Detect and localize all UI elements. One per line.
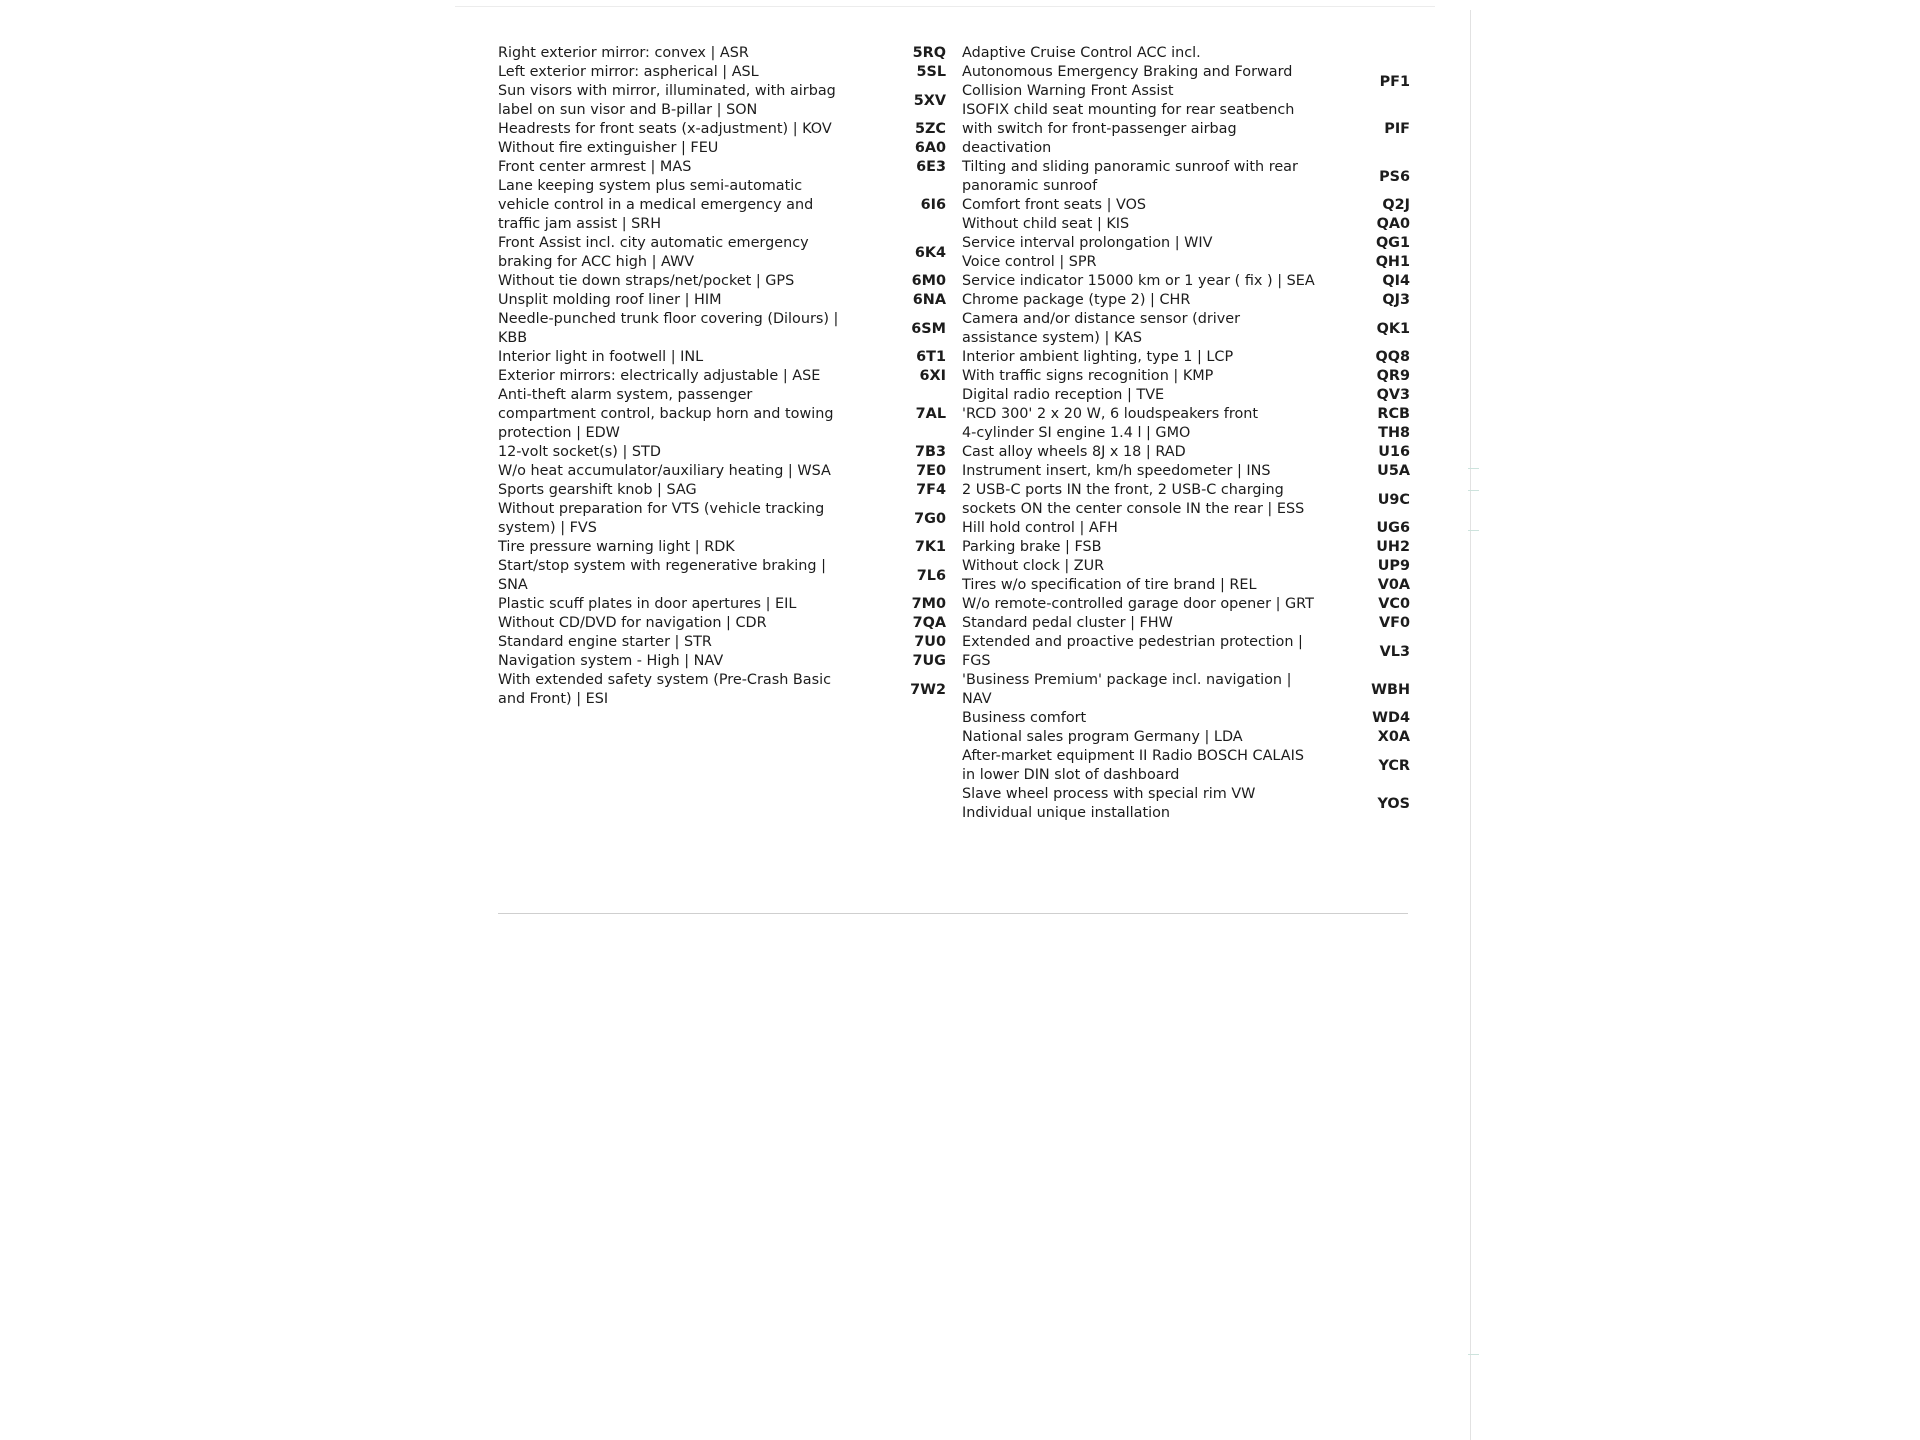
equipment-code: 6A0: [914, 140, 946, 156]
equipment-row: [962, 63, 1410, 101]
equipment-row: [962, 272, 1410, 291]
equipment-description: Standard pedal cluster | FHW: [962, 615, 1173, 631]
equipment-description: Slave wheel process with special rim VW Individual unique installation: [962, 786, 1256, 821]
equipment-row: [962, 538, 1410, 557]
top-edge-line: [455, 6, 1435, 7]
equipment-description: Needle-punched trunk floor covering (Dilours) | KBB: [498, 311, 839, 346]
equipment-code: VC0: [1378, 596, 1410, 612]
equipment-code: 7L6: [916, 567, 946, 584]
equipment-code: QI4: [1382, 273, 1410, 289]
equipment-description: Without fire extinguisher | FEU: [498, 140, 719, 156]
equipment-code: QV3: [1376, 387, 1410, 403]
equipment-row: [962, 671, 1410, 709]
equipment-code: 6T1: [916, 349, 946, 365]
equipment-row: [962, 728, 1410, 747]
equipment-code: VF0: [1379, 615, 1410, 631]
equipment-row: [498, 291, 946, 310]
equipment-code: 7B3: [915, 444, 946, 460]
equipment-description: Unsplit molding roof liner | HIM: [498, 292, 722, 308]
equipment-description: Tilting and sliding panoramic sunroof with rear panoramic sunroof: [962, 159, 1298, 194]
equipment-row: [498, 500, 946, 538]
equipment-description: Cast alloy wheels 8J x 18 | RAD: [962, 444, 1186, 460]
equipment-code: UP9: [1377, 558, 1410, 574]
equipment-description: With traffic signs recognition | KMP: [962, 368, 1214, 384]
equipment-code: 5RQ: [912, 45, 946, 61]
equipment-description: Extended and proactive pedestrian protection | FGS: [962, 634, 1303, 669]
equipment-code: YOS: [1377, 795, 1410, 812]
equipment-row: [498, 386, 946, 443]
equipment-description: Anti-theft alarm system, passenger compartment control, backup horn and towing protection | EDW: [498, 387, 834, 441]
equipment-code: 7K1: [914, 539, 946, 555]
equipment-row: [962, 405, 1410, 424]
equipment-list-left: [498, 44, 946, 709]
equipment-description: Lane keeping system plus semi-automatic vehicle control in a medical emergency and traffic jam assist | SRH: [498, 178, 814, 232]
equipment-code: QQ8: [1375, 349, 1410, 365]
equipment-code: UH2: [1376, 539, 1410, 555]
equipment-description: Sports gearshift knob | SAG: [498, 482, 697, 498]
margin-mark: [1468, 1354, 1479, 1355]
equipment-description: Without child seat | KIS: [962, 216, 1130, 232]
equipment-row: [962, 462, 1410, 481]
equipment-code: Q2J: [1382, 197, 1410, 213]
equipment-description: Adaptive Cruise Control ACC incl.: [962, 45, 1201, 61]
equipment-code: WBH: [1371, 681, 1410, 698]
equipment-row: [498, 63, 946, 82]
equipment-description: 'Business Premium' package incl. navigation | NAV: [962, 672, 1292, 707]
equipment-row: [498, 595, 946, 614]
equipment-code: 7E0: [916, 463, 946, 479]
equipment-description: Without tie down straps/net/pocket | GPS: [498, 273, 795, 289]
equipment-row: [962, 519, 1410, 538]
equipment-code: 6M0: [911, 273, 946, 289]
equipment-row: [962, 386, 1410, 405]
equipment-code: 5XV: [913, 92, 946, 109]
equipment-description: 'RCD 300' 2 x 20 W, 6 loudspeakers front: [962, 406, 1259, 422]
equipment-code: PF1: [1379, 73, 1410, 90]
equipment-row: [498, 367, 946, 386]
equipment-row: [962, 291, 1410, 310]
equipment-code: 5SL: [916, 64, 946, 80]
equipment-row: [498, 82, 946, 120]
page-edge-line: [1470, 10, 1471, 1440]
equipment-description: After-market equipment II Radio BOSCH CALAIS in lower DIN slot of dashboard: [962, 748, 1304, 783]
margin-mark: [1468, 490, 1479, 491]
equipment-row: [498, 44, 946, 63]
equipment-row: [962, 576, 1410, 595]
equipment-row: [962, 310, 1410, 348]
equipment-code: X0A: [1377, 729, 1410, 745]
equipment-description: Tire pressure warning light | RDK: [498, 539, 735, 555]
equipment-row: [498, 120, 946, 139]
equipment-code: 6K4: [914, 244, 946, 261]
equipment-description: Without clock | ZUR: [962, 558, 1105, 574]
equipment-row: [498, 538, 946, 557]
equipment-code: UG6: [1376, 520, 1410, 536]
equipment-row: [498, 671, 946, 709]
equipment-code: 7U0: [914, 634, 946, 650]
equipment-row: [498, 557, 946, 595]
equipment-description: Plastic scuff plates in door apertures | EIL: [498, 596, 797, 612]
equipment-code: TH8: [1378, 425, 1410, 441]
equipment-description: Autonomous Emergency Braking and Forward Collision Warning Front Assist: [962, 64, 1293, 99]
equipment-row: [962, 215, 1410, 234]
equipment-description: W/o remote-controlled garage door opener | GRT: [962, 596, 1314, 612]
equipment-description: Headrests for front seats (x-adjustment) | KOV: [498, 121, 832, 137]
equipment-row: [962, 633, 1410, 671]
equipment-code: 7F4: [916, 482, 946, 498]
equipment-description: W/o heat accumulator/auxiliary heating | WSA: [498, 463, 831, 479]
equipment-row: [962, 348, 1410, 367]
equipment-code: 6E3: [916, 159, 946, 175]
equipment-row: [962, 367, 1410, 386]
equipment-code: 7M0: [911, 596, 946, 612]
equipment-code: 7G0: [914, 510, 946, 527]
equipment-row: [498, 177, 946, 234]
equipment-row: [962, 614, 1410, 633]
equipment-row: [498, 462, 946, 481]
equipment-description: Service interval prolongation | WIV: [962, 235, 1213, 251]
equipment-row: [498, 443, 946, 462]
equipment-row: [962, 158, 1410, 196]
equipment-list-right: [962, 44, 1410, 823]
equipment-row: [962, 785, 1410, 823]
equipment-description: Camera and/or distance sensor (driver assistance system) | KAS: [962, 311, 1241, 346]
equipment-code: 6XI: [919, 368, 946, 384]
equipment-code: QG1: [1375, 235, 1410, 251]
equipment-description: Hill hold control | AFH: [962, 520, 1118, 536]
equipment-description: Parking brake | FSB: [962, 539, 1102, 555]
equipment-description: Right exterior mirror: convex | ASR: [498, 45, 749, 61]
equipment-code: QR9: [1376, 368, 1410, 384]
equipment-code: 6I6: [920, 197, 946, 213]
equipment-description: Voice control | SPR: [962, 254, 1097, 270]
equipment-row: [498, 272, 946, 291]
equipment-description: Comfort front seats | VOS: [962, 197, 1147, 213]
equipment-row: [962, 709, 1410, 728]
equipment-description: Interior ambient lighting, type 1 | LCP: [962, 349, 1234, 365]
equipment-description: Navigation system - High | NAV: [498, 653, 724, 669]
equipment-description: 12-volt socket(s) | STD: [498, 444, 661, 460]
equipment-row: [498, 139, 946, 158]
equipment-code: PIF: [1384, 121, 1410, 137]
equipment-code: 6SM: [911, 320, 946, 337]
equipment-description: Instrument insert, km/h speedometer | INS: [962, 463, 1271, 479]
equipment-description: 2 USB-C ports IN the front, 2 USB-C charging sockets ON the center console IN the rear | ESS: [962, 482, 1305, 517]
equipment-code: 7QA: [912, 615, 946, 631]
equipment-description: Service indicator 15000 km or 1 year ( fix ) | SEA: [962, 273, 1315, 289]
equipment-row: [962, 253, 1410, 272]
equipment-description: Tires w/o specification of tire brand | REL: [962, 577, 1257, 593]
equipment-code: VL3: [1379, 643, 1410, 660]
equipment-description: 4-cylinder SI engine 1.4 l | GMO: [962, 425, 1191, 441]
equipment-code: QH1: [1375, 254, 1410, 270]
equipment-row: [498, 348, 946, 367]
equipment-description: Exterior mirrors: electrically adjustable | ASE: [498, 368, 821, 384]
equipment-row: [498, 481, 946, 500]
section-divider: [498, 913, 1408, 914]
equipment-code: WD4: [1372, 710, 1410, 726]
equipment-description: Business comfort: [962, 710, 1087, 726]
equipment-row: [962, 101, 1410, 158]
equipment-description: Interior light in footwell | INL: [498, 349, 704, 365]
equipment-code: YCR: [1378, 757, 1410, 774]
equipment-description: Without CD/DVD for navigation | CDR: [498, 615, 767, 631]
equipment-code: 7UG: [912, 653, 946, 669]
equipment-description: Start/stop system with regenerative braking | SNA: [498, 558, 826, 593]
equipment-code: U9C: [1377, 491, 1410, 508]
equipment-row: [962, 443, 1410, 462]
equipment-row: [962, 234, 1410, 253]
equipment-code: 5ZC: [914, 121, 946, 137]
equipment-row: [962, 747, 1410, 785]
equipment-description: Chrome package (type 2) | CHR: [962, 292, 1191, 308]
equipment-row: [498, 652, 946, 671]
equipment-row: [498, 614, 946, 633]
equipment-code: 6NA: [912, 292, 946, 308]
equipment-row: [498, 633, 946, 652]
equipment-row: [962, 557, 1410, 576]
equipment-row: [962, 424, 1410, 443]
equipment-code: 7AL: [915, 406, 946, 422]
equipment-code: V0A: [1377, 577, 1410, 593]
equipment-description: Digital radio reception | TVE: [962, 387, 1165, 403]
equipment-row: [962, 44, 1410, 63]
equipment-description: Front center armrest | MAS: [498, 159, 692, 175]
equipment-row: [498, 158, 946, 177]
equipment-code: QK1: [1376, 320, 1410, 337]
equipment-code: RCB: [1377, 406, 1410, 422]
equipment-row: [962, 196, 1410, 215]
equipment-row: [498, 310, 946, 348]
equipment-row: [498, 234, 946, 272]
equipment-code: QJ3: [1382, 292, 1410, 308]
equipment-code: U5A: [1377, 463, 1410, 479]
equipment-code: U16: [1378, 444, 1410, 460]
equipment-row: [962, 481, 1410, 519]
equipment-description: ISOFIX child seat mounting for rear seatbench with switch for front-passenger airbag deactivation: [962, 102, 1295, 156]
equipment-description: Left exterior mirror: aspherical | ASL: [498, 64, 759, 80]
margin-mark: [1468, 468, 1479, 469]
equipment-code: 7W2: [910, 681, 946, 698]
equipment-description: Front Assist incl. city automatic emergency braking for ACC high | AWV: [498, 235, 809, 270]
equipment-description: With extended safety system (Pre-Crash Basic and Front) | ESI: [498, 672, 832, 707]
equipment-description: Standard engine starter | STR: [498, 634, 712, 650]
equipment-code: QA0: [1376, 216, 1410, 232]
equipment-description: National sales program Germany | LDA: [962, 729, 1243, 745]
margin-mark: [1468, 530, 1479, 531]
equipment-description: Without preparation for VTS (vehicle tracking system) | FVS: [498, 501, 825, 536]
equipment-description: Sun visors with mirror, illuminated, with airbag label on sun visor and B-pillar | SON: [498, 83, 836, 118]
equipment-row: [962, 595, 1410, 614]
equipment-code: PS6: [1379, 168, 1410, 185]
